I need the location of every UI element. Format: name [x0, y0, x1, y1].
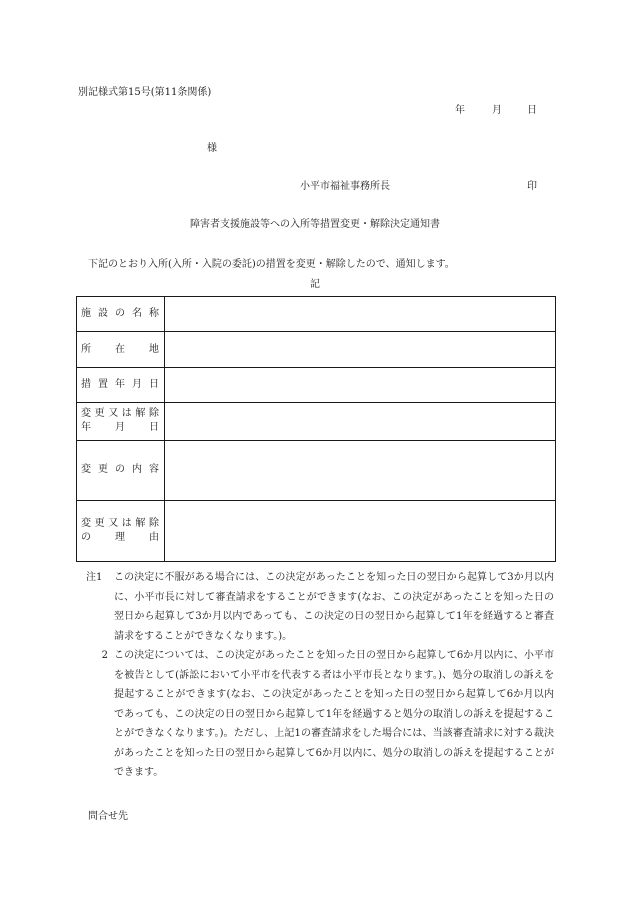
table-row: [77, 440, 556, 500]
label-char: の: [115, 464, 125, 476]
label-char: 地: [149, 343, 159, 355]
label-char: 容: [149, 464, 159, 476]
date-month-label: 月: [492, 105, 502, 116]
label-char: 変: [81, 464, 91, 476]
label-char: 所: [81, 343, 91, 355]
value-location[interactable]: [165, 332, 556, 368]
label-char: 月: [115, 422, 125, 434]
label-char: 在: [115, 343, 125, 355]
label-char: 日: [149, 422, 159, 434]
label-char: 更: [94, 517, 105, 529]
note-text: この決定に不服がある場合には、この決定があったことを知った日の翌日から起算して3か月以内に、小平市長に対して審査請求をすることができます(なお、この決定があったことを知った日の翌日から起算して3か月以内であっても、この決定の日の翌日から起算して1年を経過すると審査請求をすることができなくなります。)。: [114, 572, 554, 642]
table-row: [77, 297, 556, 332]
label-char: の: [115, 308, 125, 320]
label-measure-date: [77, 368, 165, 403]
note-text: この決定については、この決定があったことを知った日の翌日から起算して6か月以内に、小平市を被告として(訴訟において小平市を代表する者は小平市長となります。)、処分の取消しの訴えを提起することができます(なお、この決定があったことを知った日の翌日から起算して6か月以内であっても、この決定の日の翌日から起算して1年を経過すると処分の取消しの訴えを提起することができなくなります。)。ただし、上記1の審査請求をした場合には、当該審査請求に対する裁決があったことを知った日の翌日から起算して6か月以内に、処分の取消しの訴えを提起することができます。: [114, 650, 554, 778]
label-char: 由: [149, 531, 159, 543]
note-number: 注1: [86, 572, 103, 583]
label-char: は: [121, 517, 132, 529]
details-table: [76, 296, 556, 562]
label-char: 除: [148, 408, 159, 420]
label-char: 更: [98, 464, 108, 476]
label-char: 日: [149, 379, 159, 391]
note-1: [86, 568, 554, 646]
label-char: 名: [132, 308, 142, 320]
label-char: 解: [135, 517, 146, 529]
date-year-label: 年: [455, 105, 465, 116]
value-facility-name[interactable]: [165, 297, 556, 332]
value-change-date[interactable]: [165, 403, 556, 440]
label-char: 変: [81, 517, 91, 529]
label-char: 理: [115, 531, 125, 543]
value-change-reason[interactable]: [165, 500, 556, 561]
value-measure-date[interactable]: [165, 368, 556, 403]
label-char: 年: [115, 379, 125, 391]
form-number: 別記様式第15号(第11条関係): [78, 87, 212, 98]
label-char: 措: [81, 379, 91, 391]
intro-text: 下記のとおり入所(入所・入院の委託)の措置を変更・解除したので、通知します。: [88, 259, 455, 270]
ki-heading: 記: [310, 279, 320, 290]
label-char: 解: [135, 408, 146, 420]
label-location: [77, 332, 165, 368]
label-char: の: [81, 531, 91, 543]
label-char: 又: [108, 408, 119, 420]
label-char: 更: [94, 408, 105, 420]
label-char: 置: [98, 379, 108, 391]
label-char: 月: [132, 379, 142, 391]
contact-label: 問合せ先: [88, 811, 128, 822]
value-change-content[interactable]: [165, 440, 556, 500]
label-char: 設: [98, 308, 108, 320]
table-row: [77, 332, 556, 368]
label-char: 称: [149, 308, 159, 320]
date-day-label: 日: [527, 105, 537, 116]
label-char: 施: [81, 308, 91, 320]
table-row: [77, 368, 556, 403]
label-char: 変: [81, 408, 91, 420]
label-change-content: [77, 440, 165, 500]
table-row: [77, 500, 556, 561]
seal-mark: 印: [527, 181, 537, 192]
label-char: は: [121, 408, 132, 420]
note-number: 2: [101, 650, 108, 661]
notes-section: [86, 568, 554, 783]
label-char: 年: [81, 422, 91, 434]
table-row: [77, 403, 556, 440]
sender-name: 小平市福祉事務所長: [300, 181, 390, 192]
document-title: 障害者支援施設等への入所等措置変更・解除決定通知書: [190, 219, 440, 230]
label-facility-name: [77, 297, 165, 332]
label-char: 又: [108, 517, 119, 529]
note-2: [86, 646, 554, 783]
label-char: 内: [132, 464, 142, 476]
addressee-suffix: 様: [207, 143, 217, 154]
label-change-date: [77, 403, 165, 440]
label-change-reason: [77, 500, 165, 561]
label-char: 除: [148, 517, 159, 529]
